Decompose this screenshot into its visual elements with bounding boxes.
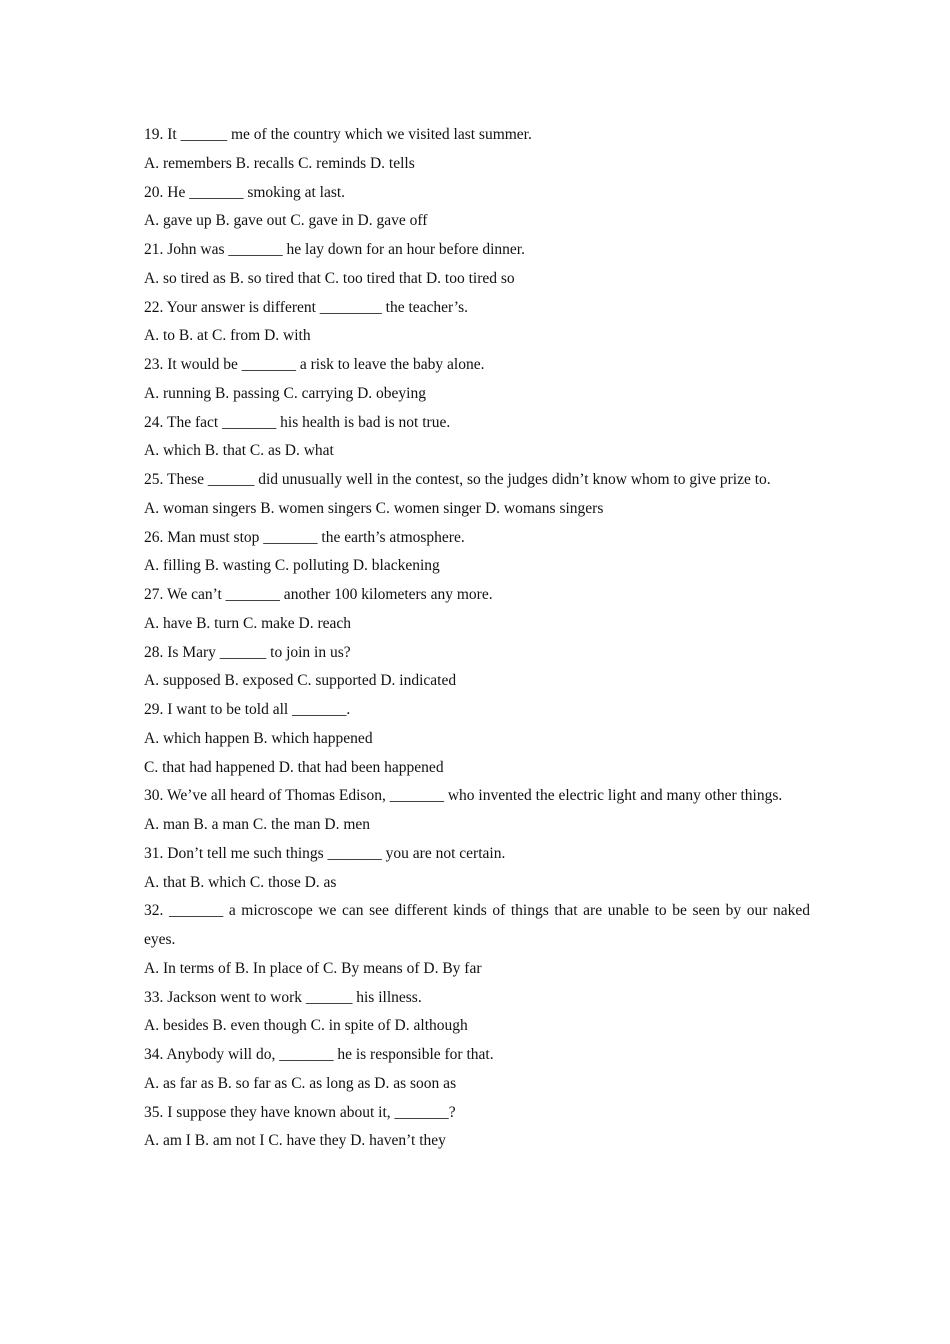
question-list <box>144 121 810 1156</box>
question-34: 34. Anybody will do, _______ he is responsible for that. <box>144 1046 494 1063</box>
options-29-a-b: A. which happen B. which happened <box>144 729 373 747</box>
question-33: 33. Jackson went to work ______ his illness. <box>144 988 422 1006</box>
question-21: 21. John was _______ he lay down for an hour before dinner. <box>144 241 525 258</box>
options-30: A. man B. a man C. the man D. men <box>144 816 370 833</box>
options-21: A. so tired as B. so tired that C. too tired that D. too tired so <box>144 269 515 287</box>
question-31: 31. Don’t tell me such things _______ you are not certain. <box>144 844 506 862</box>
question-35: 35. I suppose they have known about it, _______? <box>144 1103 456 1121</box>
options-31: A. that B. which C. those D. as <box>144 873 337 891</box>
question-19: 19. It ______ me of the country which we visited last summer. <box>144 126 532 143</box>
options-27: A. have B. turn C. make D. reach <box>144 614 352 632</box>
question-25: 25. These ______ did unusually well in the contest, so the judges didn’t know whom to give prize to. <box>144 471 771 488</box>
question-32: 32. _______ a microscope we can see different kinds of things that are unable to be seen by our naked eyes. <box>144 902 810 948</box>
question-28: 28. Is Mary ______ to join in us? <box>144 643 351 661</box>
options-22: A. to B. at C. from D. with <box>144 327 311 345</box>
question-22: 22. Your answer is different ________ the teacher’s. <box>144 298 469 316</box>
question-30: 30. We’ve all heard of Thomas Edison, _______ who invented the electric light and many other things. <box>144 787 783 805</box>
question-23: 23. It would be _______ a risk to leave the baby alone. <box>144 356 485 373</box>
question-27: 27. We can’t _______ another 100 kilometers any more. <box>144 586 493 603</box>
options-32: A. In terms of B. In place of C. By means of D. By far <box>144 959 482 977</box>
question-26: 26. Man must stop _______ the earth’s atmosphere. <box>144 528 465 546</box>
options-25: A. woman singers B. women singers C. women singer D. womans singers <box>144 499 604 517</box>
options-24: A. which B. that C. as D. what <box>144 442 334 460</box>
question-20: 20. He _______ smoking at last. <box>144 183 346 201</box>
options-28: A. supposed B. exposed C. supported D. indicated <box>144 672 457 690</box>
options-23: A. running B. passing C. carrying D. obeying <box>144 384 426 402</box>
options-29-c-d: C. that had happened D. that had been happened <box>144 758 444 776</box>
options-26: A. filling B. wasting C. polluting D. blackening <box>144 557 440 575</box>
question-24: 24. The fact _______ his health is bad is not true. <box>144 413 451 431</box>
options-33: A. besides B. even though C. in spite of D. although <box>144 1017 468 1035</box>
options-19: A. remembers B. recalls C. reminds D. tells <box>144 154 415 172</box>
options-35: A. am I B. am not I C. have they D. haven’t they <box>144 1132 446 1150</box>
options-20: A. gave up B. gave out C. gave in D. gave off <box>144 212 428 230</box>
options-34: A. as far as B. so far as C. as long as D. as soon as <box>144 1074 457 1092</box>
question-29: 29. I want to be told all _______. <box>144 701 351 718</box>
